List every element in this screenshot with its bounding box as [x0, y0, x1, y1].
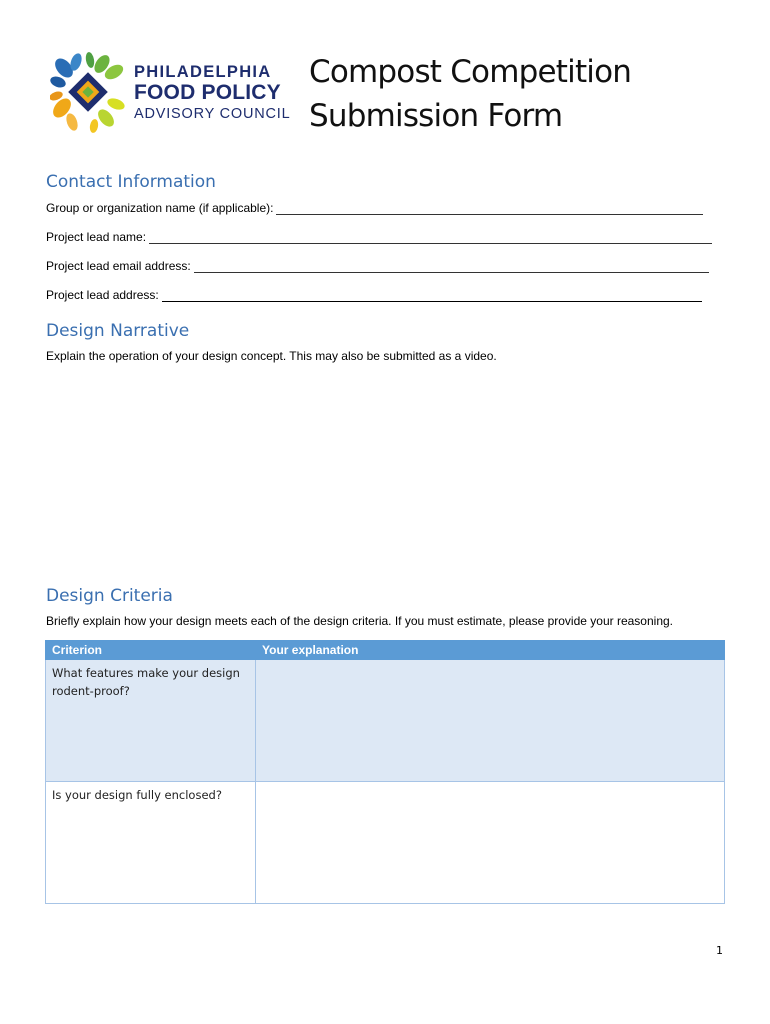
explanation-column-header: Your explanation	[256, 641, 725, 660]
logo-line-philadelphia: PHILADELPHIA	[134, 63, 272, 81]
logo-line-food-policy: FOOD POLICY	[134, 81, 281, 104]
logo-line-advisory-council: ADVISORY COUNCIL	[134, 106, 291, 122]
criteria-header-row	[46, 641, 725, 660]
lead-email-label: Project lead email address:	[46, 259, 191, 273]
lead-name-field	[46, 230, 712, 244]
org-name-input-line[interactable]	[276, 202, 703, 215]
form-title-line2: Submission Form	[309, 98, 563, 134]
lead-address-field	[46, 288, 702, 302]
lead-email-input-line[interactable]	[194, 260, 709, 273]
table-row	[46, 660, 725, 782]
narrative-instruction: Explain the operation of your design concept. This may also be submitted as a video.	[46, 349, 497, 363]
narrative-response-area[interactable]	[46, 370, 726, 570]
form-title	[309, 50, 631, 138]
criteria-instruction: Briefly explain how your design meets each of the design criteria. If you must estimate, please provide your reasoning.	[46, 614, 673, 628]
logo-wordmark	[134, 62, 304, 124]
page-number: 1	[716, 944, 723, 957]
lead-name-label: Project lead name:	[46, 230, 147, 244]
lead-address-input-line[interactable]	[162, 289, 702, 302]
criterion-cell: What features make your design rodent-proof?	[46, 660, 256, 782]
criterion-column-header: Criterion	[46, 641, 256, 660]
org-name-field	[46, 201, 703, 215]
leaf-quilt-icon	[50, 52, 130, 134]
table-row	[46, 782, 725, 904]
criteria-heading: Design Criteria	[46, 586, 173, 606]
lead-name-input-line[interactable]	[149, 231, 712, 244]
explanation-cell[interactable]	[256, 660, 725, 782]
explanation-cell[interactable]	[256, 782, 725, 904]
criteria-table	[45, 640, 725, 904]
form-title-line1: Compost Competition	[309, 54, 632, 90]
narrative-heading: Design Narrative	[46, 321, 190, 341]
pfpac-logo	[50, 52, 300, 134]
criterion-cell: Is your design fully enclosed?	[46, 782, 256, 904]
org-name-label: Group or organization name (if applicable):	[46, 201, 274, 215]
lead-email-field	[46, 259, 709, 273]
contact-heading: Contact Information	[46, 172, 216, 192]
lead-address-label: Project lead address:	[46, 288, 159, 302]
